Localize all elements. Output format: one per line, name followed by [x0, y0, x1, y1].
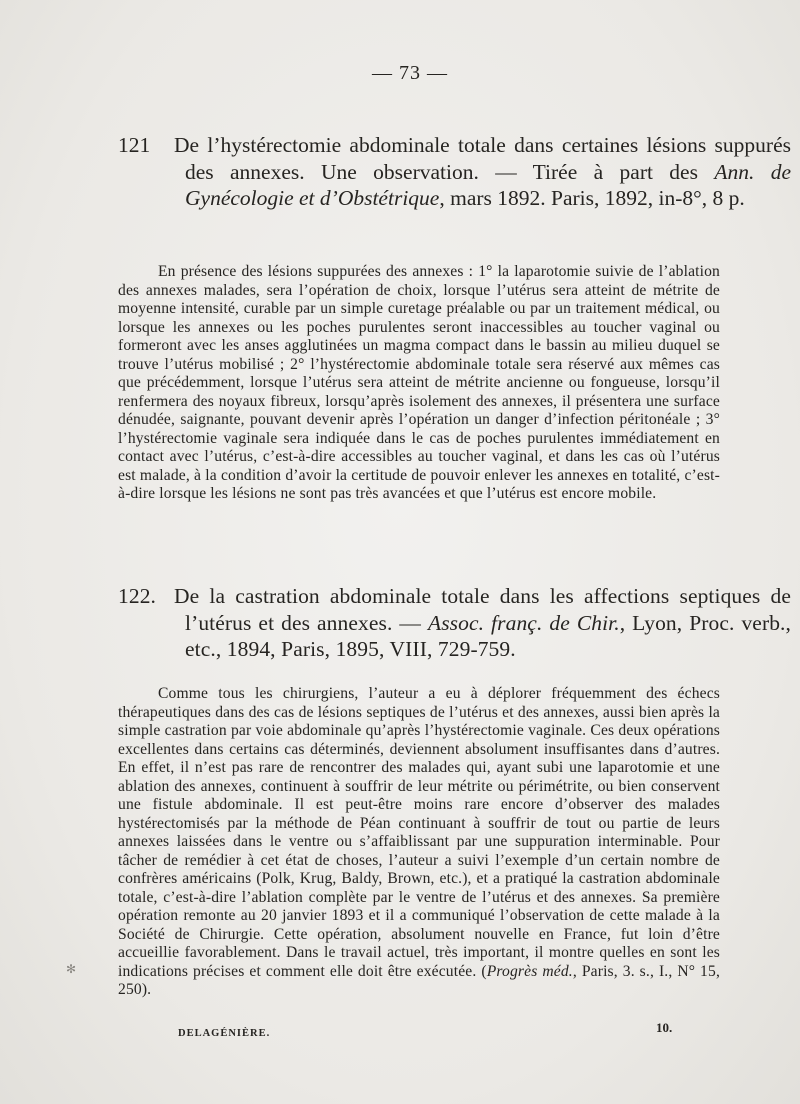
journal-title: Ann. de Gynécologie et d’Obstétrique: [185, 159, 791, 210]
entry-number: 121: [118, 133, 151, 157]
entry-title: De l’hystérectomie abdominale totale dans certaines lésions suppurés des annexes. Une observation. — Tirée à part des: [174, 133, 791, 184]
footer-author: DELAGÉNIÈRE.: [178, 1028, 271, 1039]
entry-title: De la castration abdominale totale dans les affections septiques de l’utérus et des annexes. —: [174, 584, 791, 635]
entry-abstract-122: [118, 685, 720, 1000]
entry-abstract-121: En présence des lésions suppurées des annexes : 1° la laparotomie suivie de l’ablation des annexes malades, sera l’opération de choix, lorsque l’utérus sera atteint de métrite de moyenne intensité, curable par un simple curetage préalable ou par un traitement médical, ou lorsque les annexes ou les poches purulentes seront inaccessibles au toucher vaginal ou formeront avec les anses agglutinées un magma compact dans le bassin au milieu duquel se trouve l’utérus mobilisé ; 2° l’hystérectomie abdominale totale sera réservé aux mêmes cas que précédemment, lorsque l’utérus sera atteint de métrite ancienne ou fongueuse, lorsqu’il renfermera des noyaux fibreux, lorsqu’après isolement des annexes, il présentera une surface dénudée, saignante, pouvant devenir après l’opération un danger d’infection péritonéale ; 3° l’hystérectomie vaginale sera indiquée dans le cas de poches purulentes immédiatement en contact avec l’utérus, c’est-à-dire accessibles au toucher vaginal, et dans les cas où l’utérus est malade, à la condition d’avoir la certitude de pouvoir enlever les annexes en totalité, c’est-à-dire lorsque les lésions ne sont pas très avancées et que l’utérus est encore mobile.: [118, 263, 720, 502]
entry-heading-121: [118, 132, 791, 212]
entry-title-tail: , mars 1892. Paris, 1892, in-8°, 8 p.: [439, 186, 745, 210]
journal-title: Assoc. franç. de Chir.: [427, 610, 620, 635]
entry-number: 122.: [118, 584, 157, 608]
entry-heading-122: [118, 583, 791, 663]
page-number: — 73 —: [372, 62, 448, 84]
entry-title-tail: , Lyon, Proc. verb., etc., 1894, Paris, 1895, VIII, 729-759.: [185, 610, 792, 661]
paper-speck-mark: ✻: [66, 962, 77, 976]
abstract-citation: Progrès méd.: [486, 962, 573, 980]
signature-mark: 10.: [656, 1020, 673, 1035]
abstract-text-tail: , Paris, 3. s., I., N° 15, 250).: [118, 962, 720, 998]
abstract-text: Comme tous les chirurgiens, l’auteur a eu à déplorer fréquemment des échecs thérapeutiques dans des cas de lésions septiques de l’utérus et des annexes, aussi bien après la simple castration par voie abdominale qu’après l’hystérectomie vaginale. Ces deux opérations excellentes dans certains cas déterminés, deviennent absolument insuffisantes dans d’autres. En effet, il n’est pas rare de rencontrer des malades qui, ayant subi une laparotomie et une ablation des annexes, continuent à souffrir de leur métrite ou périmétrite, ou bien conservent une fistule abdominale. Il est peut-être moins rare encore d’observer des malades hystérectomisés par la méthode de Péan continuant à souffrir de tout ou partie de leurs annexes laissées dans le ventre ou s’affaiblissant par une suppuration interminable. Pour tâcher de remédier à cet état de choses, l’auteur a suivi l’exemple d’un certain nombre de confrères américains (Polk, Krug, Baldy, Brown, etc.), et a pratiqué la castration abdominale totale, c’est-à-dire l’ablation complète par le ventre de l’utérus et des annexes. Sa première opération remonte au 20 janvier 1893 et il a communiqué l’observation de cette malade à la Société de Chirurgie. Cette opération, absolument nouvelle en France, fut loin d’être accueillie favorablement. Dans le travail actuel, très important, il montre quelles en sont les indications précises et comment elle doit être exécutée. (: [118, 685, 720, 980]
